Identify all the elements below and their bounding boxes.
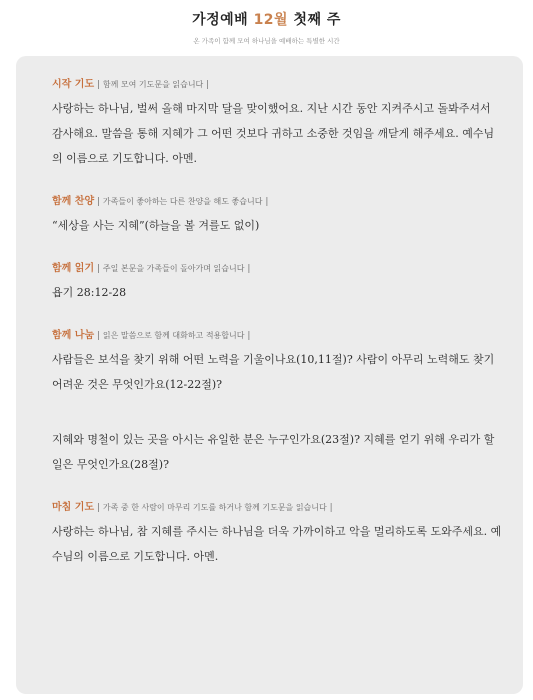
section-body: 사람들은 보석을 찾기 위해 어떤 노력을 기울이나요(10,11절)? 사람이 아무리 노력해도 찾기 어려운 것은 무엇인가요(12-22절)? — [52, 353, 495, 391]
section-closing-prayer — [52, 501, 503, 569]
section-title: 시작 기도 — [52, 79, 95, 90]
section-header — [52, 501, 503, 515]
separator: | — [247, 264, 251, 274]
section-hint: 읽은 말씀으로 함께 대화하고 적용합니다 — [102, 331, 245, 340]
section-body: “세상을 사는 지혜”(하늘을 볼 겨를도 없이) — [52, 219, 260, 232]
section-body: 사랑하는 하나님, 참 지혜를 주시는 하나님을 더욱 가까이하고 악을 멀리하도록 도와주세요. 예수님의 이름으로 기도합니다. 아멘. — [52, 525, 502, 563]
separator: | — [97, 503, 101, 513]
separator: | — [97, 331, 101, 341]
section-reading — [52, 262, 503, 305]
separator: | — [329, 503, 333, 513]
section-header — [52, 78, 503, 92]
section-body: 지혜와 명철이 있는 곳을 아시는 유일한 분은 누구인가요(23절)? 지혜를 얻기 위해 우리가 할 일은 무엇인가요(28절)? — [52, 433, 495, 471]
section-header — [52, 195, 503, 209]
section-hint: 함께 모여 기도문을 읽습니다 — [102, 80, 204, 89]
separator: | — [97, 80, 101, 90]
section-praise — [52, 195, 503, 238]
page-title — [0, 9, 533, 29]
section-header — [52, 262, 503, 276]
section-body: 욥기 28:12-28 — [52, 286, 127, 299]
section-body: 사랑하는 하나님, 벌써 올해 마지막 달을 맞이했어요. 지난 시간 동안 지켜주시고 돌봐주셔서 감사해요. 말씀을 통해 지혜가 그 어떤 것보다 귀하고 소중한 것임을 깨닫게 해주세요. 예수님의 이름으로 기도합니다. 아멘. — [52, 102, 495, 165]
separator: | — [265, 197, 269, 207]
section-title: 함께 찬양 — [52, 196, 95, 207]
section-hint: 가족 중 한 사람이 마무리 기도를 하거나 함께 기도문을 읽습니다 — [102, 503, 327, 512]
page-header — [0, 0, 533, 45]
section-opening-prayer — [52, 78, 503, 171]
worship-card — [16, 56, 523, 694]
spacer — [52, 397, 503, 423]
section-title: 함께 읽기 — [52, 263, 95, 274]
separator: | — [247, 331, 251, 341]
section-header — [52, 329, 503, 343]
title-month: 12월 — [253, 12, 289, 28]
title-main: 가정예배 — [192, 12, 249, 28]
title-week: 첫째 주 — [293, 12, 341, 28]
separator: | — [97, 197, 101, 207]
section-hint: 가족들이 좋아하는 다른 찬양을 해도 좋습니다 — [102, 197, 263, 206]
section-title: 함께 나눔 — [52, 330, 95, 341]
section-sharing — [52, 329, 503, 477]
separator: | — [97, 264, 101, 274]
page-subtitle: 온 가족이 함께 모여 하나님을 예배하는 특별한 시간 — [193, 37, 340, 45]
section-hint: 주일 본문을 가족들이 돌아가며 읽습니다 — [102, 264, 245, 273]
separator: | — [206, 80, 210, 90]
section-title: 마침 기도 — [52, 502, 95, 513]
